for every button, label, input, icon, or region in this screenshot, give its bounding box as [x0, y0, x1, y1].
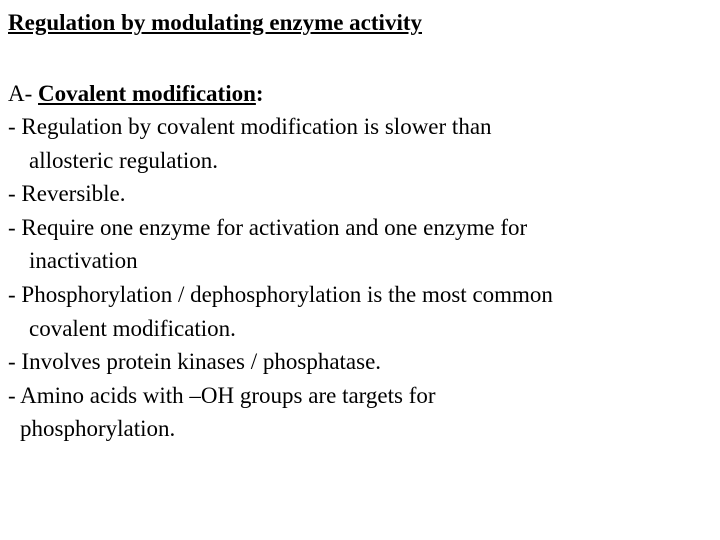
section-suffix: : [255, 81, 264, 106]
bullet-item [8, 177, 712, 211]
bullet-continuation: inactivation [29, 248, 138, 274]
slide-title: Regulation by modulating enzyme activity [8, 10, 422, 35]
bullet-continuation: phosphorylation. [20, 416, 176, 442]
slide [8, 6, 712, 446]
bullet-text: - Reversible. [8, 181, 126, 207]
bullet-item [8, 110, 712, 177]
bullet-item [8, 278, 712, 345]
bullet-list [8, 110, 712, 446]
section-heading [8, 77, 712, 110]
bullet-text: - Amino acids with –OH groups are targets for [8, 382, 436, 408]
bullet-text: - Require one enzyme for activation and one enzyme for [8, 214, 528, 240]
bullet-item [8, 211, 712, 278]
bullet-text: - Involves protein kinases / phosphatase. [8, 349, 382, 375]
bullet-text: - Regulation by covalent modification is slower than [8, 114, 492, 139]
bullet-continuation: covalent modification. [29, 315, 236, 341]
bullet-item [8, 345, 712, 379]
section-name: Covalent modification [38, 81, 256, 106]
section-prefix: A- [8, 81, 39, 106]
bullet-text: - Phosphorylation / dephosphorylation is the most common [8, 281, 553, 307]
bullet-continuation: allosteric regulation. [29, 147, 219, 173]
bullet-item [8, 379, 712, 446]
